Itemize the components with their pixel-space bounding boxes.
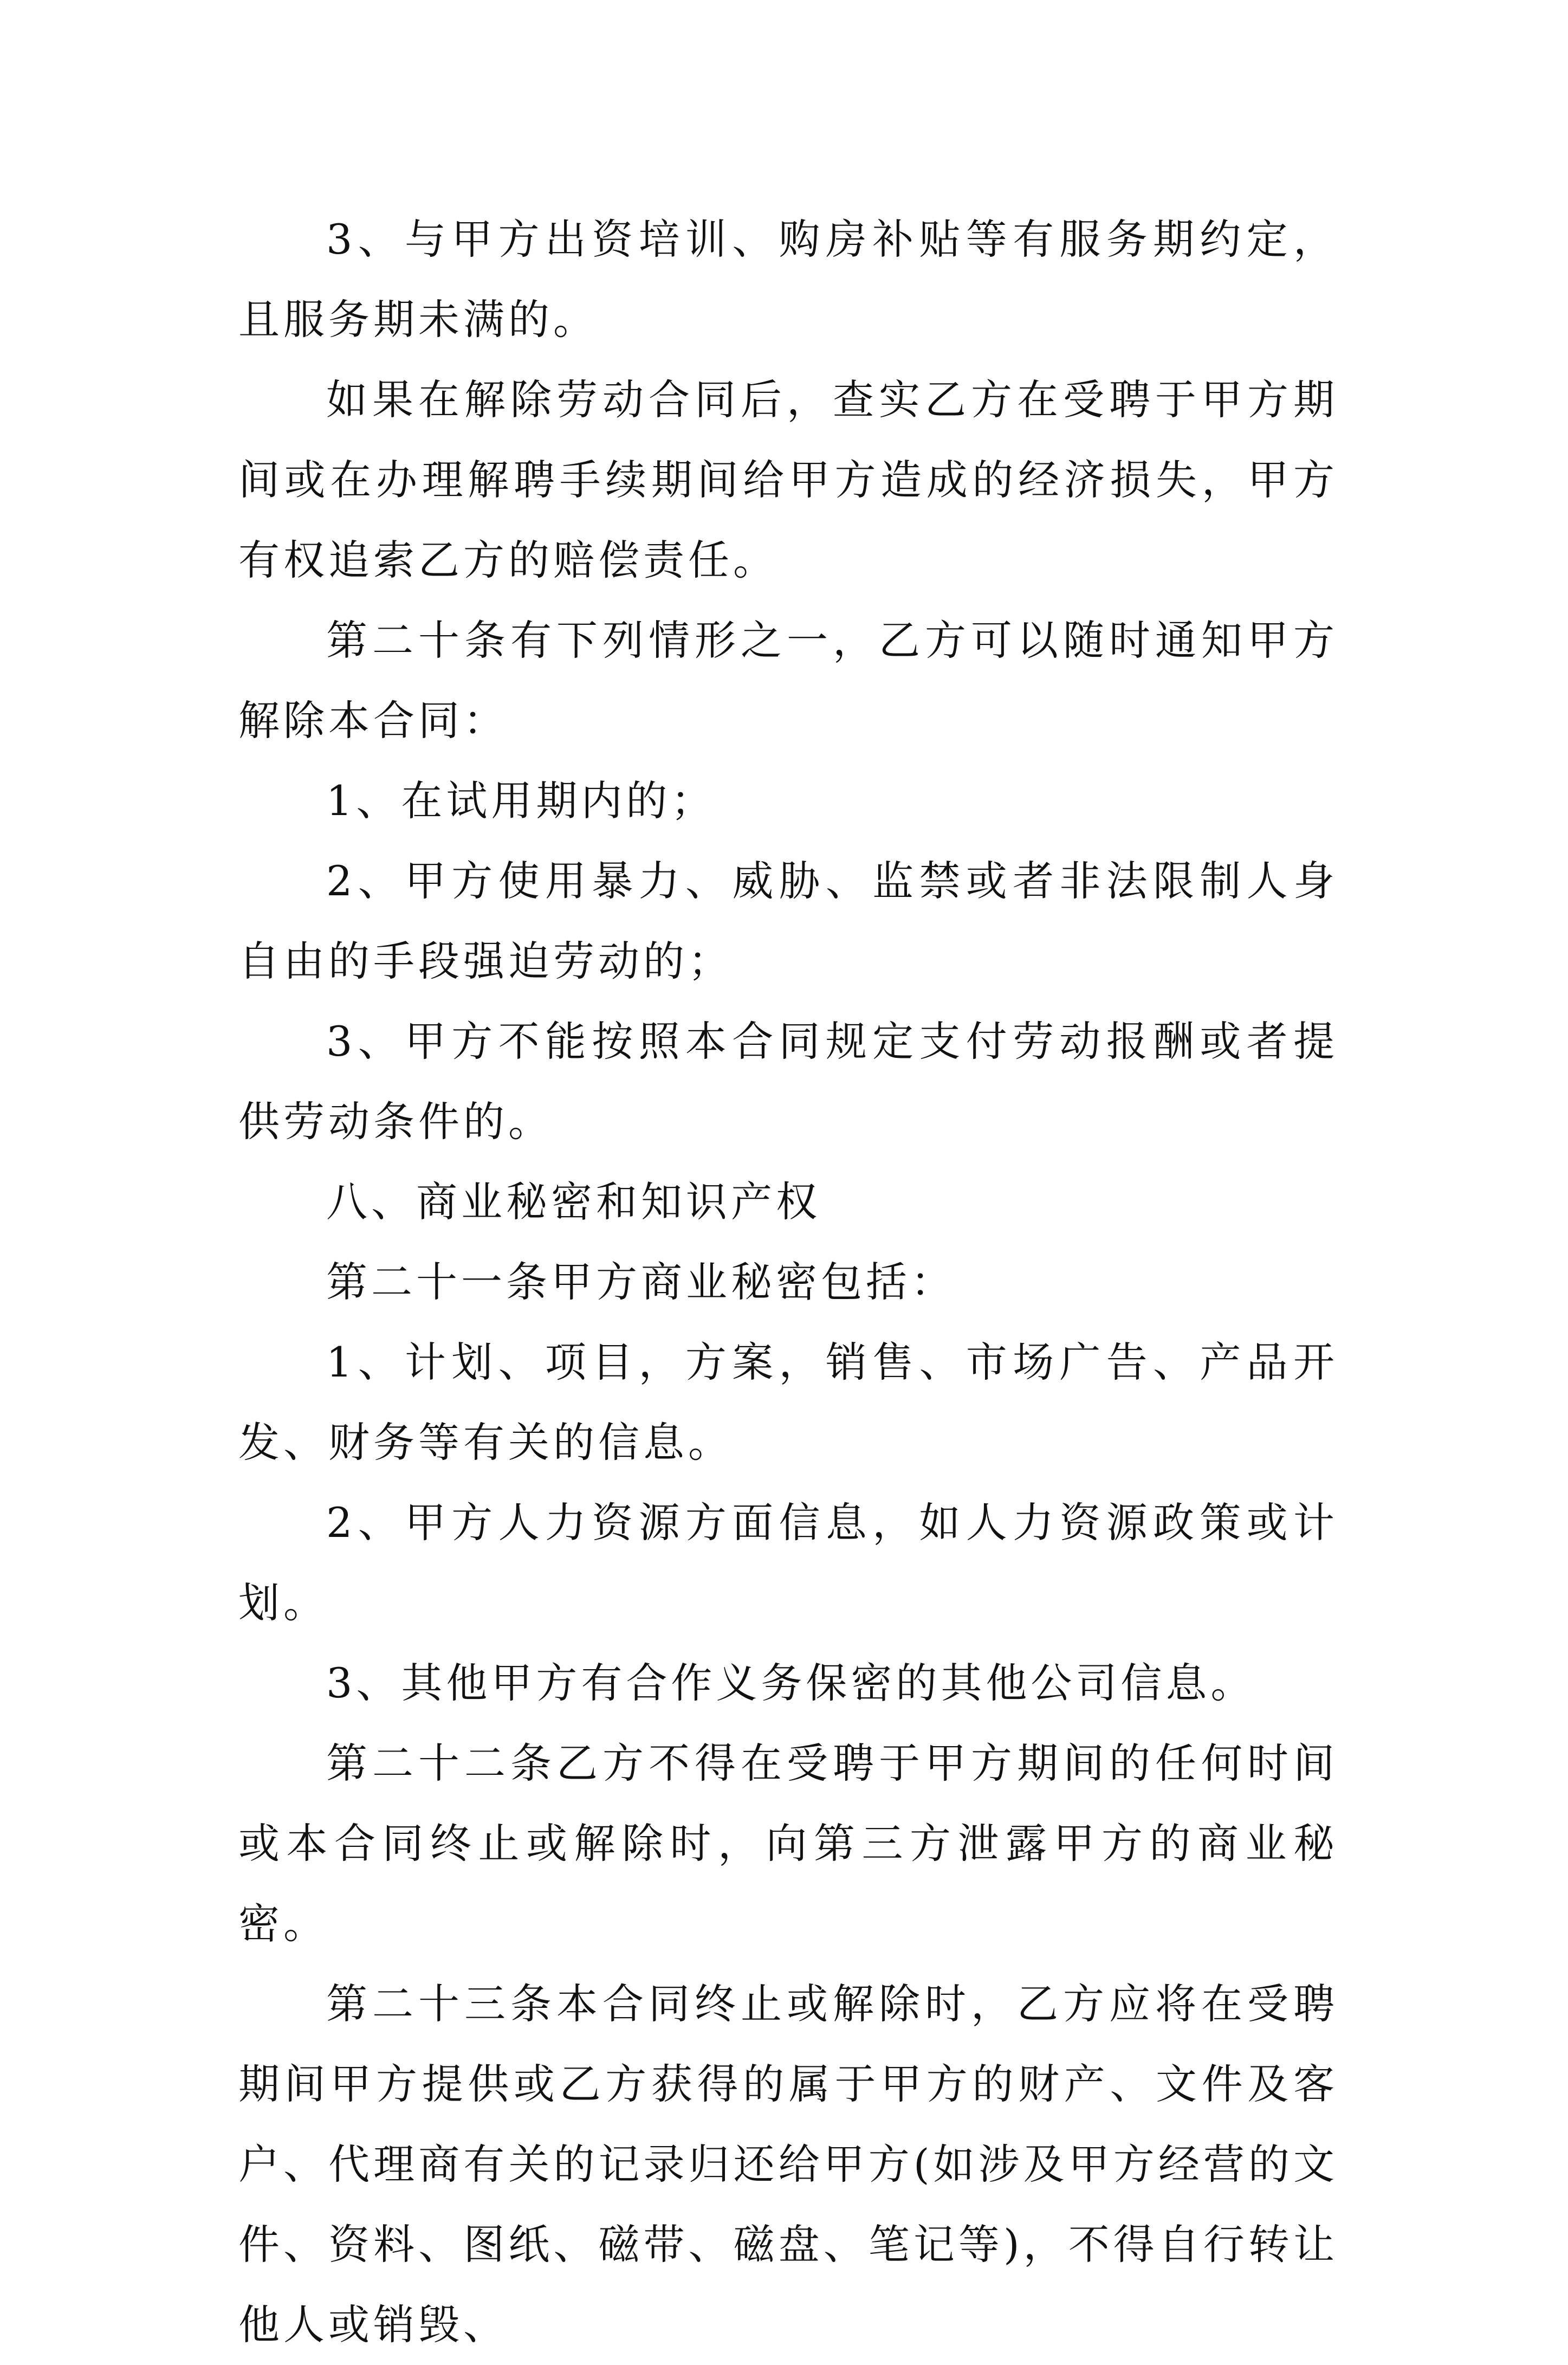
paragraph: 1、计划、项目，方案，销售、市场广告、产品开发、财务等有关的信息。 bbox=[238, 1338, 1338, 1466]
document-body bbox=[238, 199, 1338, 2365]
paragraph: 2、甲方人力资源方面信息，如人力资源政策或计划。 bbox=[238, 1498, 1338, 1627]
paragraph: 3、其他甲方有合作义务保密的其他公司信息。 bbox=[326, 1659, 1256, 1707]
paragraph: 3、与甲方出资培训、购房补贴等有服务期约定，且服务期未满的。 bbox=[238, 215, 1338, 344]
paragraph: 3、甲方不能按照本合同规定支付劳动报酬或者提供劳动条件的。 bbox=[238, 1017, 1338, 1146]
paragraph: 如果在解除劳动合同后，查实乙方在受聘于甲方期间或在办理解聘手续期间给甲方造成的经济损失，甲方有权追索乙方的赔偿责任。 bbox=[238, 376, 1338, 584]
paragraph: 2、甲方使用暴力、威胁、监禁或者非法限制人身自由的手段强迫劳动的； bbox=[238, 857, 1338, 985]
paragraph: 第二十条有下列情形之一，乙方可以随时通知甲方解除本合同： bbox=[238, 616, 1338, 745]
paragraph: 第二十三条本合同终止或解除时，乙方应将在受聘期间甲方提供或乙方获得的属于甲方的财产、文件及客户、代理商有关的记录归还给甲方(如涉及甲方经营的文件、资料、图纸、磁带、磁盘、笔记等)，不得自行转让他人或销毁、 bbox=[238, 1980, 1338, 2349]
paragraph: 第二十二条乙方不得在受聘于甲方期间的任何时间或本合同终止或解除时，向第三方泄露甲方的商业秘密。 bbox=[238, 1739, 1338, 1948]
paragraph: 第二十一条甲方商业秘密包括： bbox=[326, 1258, 956, 1306]
section-heading: 八、商业秘密和知识产权 bbox=[326, 1178, 821, 1226]
paragraph: 1、在试用期内的； bbox=[326, 777, 716, 825]
